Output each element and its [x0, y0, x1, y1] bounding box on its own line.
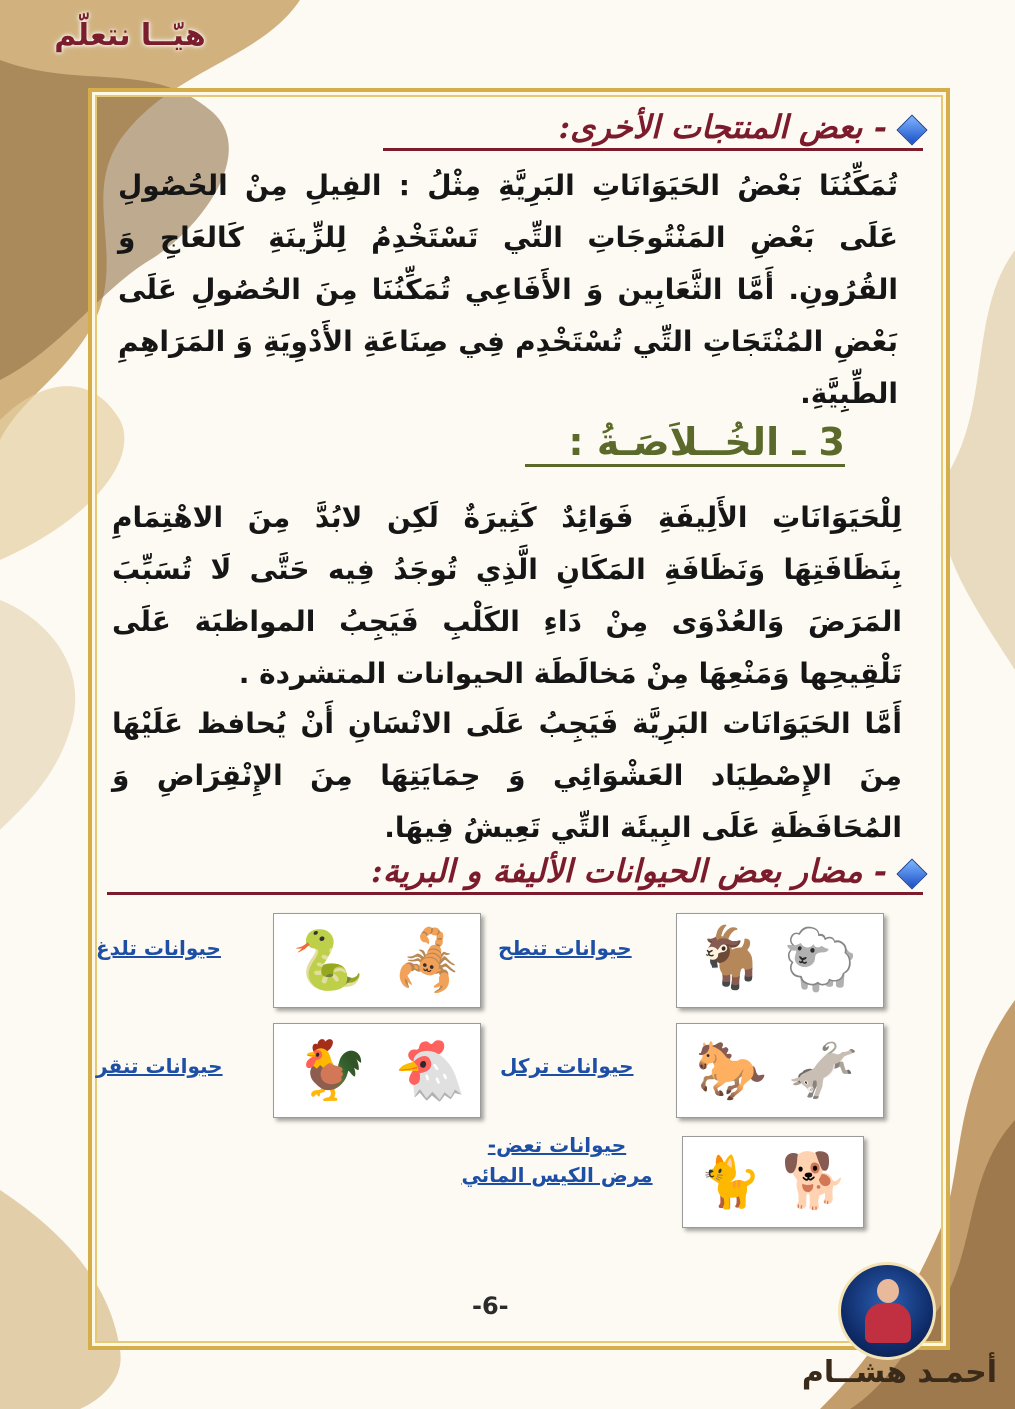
label-biting-line1: حيوانات تعض-: [487, 1133, 627, 1157]
section1-title-text: - بعض المنتجات الأخرى:: [558, 108, 887, 146]
section2-paragraph1: لِلْحَيَوَانَاتِ الأَلِيفَةِ فَوَائِدٌ كَثِيرَةٌ لَكِن لابُدَّ مِنَ الاهْتِمَامِ بِنَظَافَتِهَا وَنَظَافَةِ المَكَانِ الَّذِي تُوجَدُ فِيه حَتَّى لَا تُسَبِّبَ المَرَضَ وَالعُدْوَى مِنْ دَاءِ الكَلْبِ فَيَجِبُ المواظبَة عَلَى تَلْقِيحِها وَمَنْعِهَا مِنْ مَخالَطَة الحيوانات المتشردة .: [112, 501, 902, 690]
avatar-head: [877, 1279, 899, 1303]
label-stinging-animals: حيوانات تلدغ: [96, 936, 221, 960]
section2-paragraph2: أَمَّا الحَيَوَانَات البَرِيَّة فَيَجِبُ عَلَى الانْسَانِ أَنْ يُحافظ عَلَيْهَا مِنَ الإِصْطِيَاد العَشْوَائِي وَ حِمَايَتِهَا مِنَ الإِنْقِرَاضِ وَ المُحَافَظَةِ عَلَى البِيئَة التِّي تَعِيشُ فِيهَا.: [112, 707, 902, 844]
dog-image: 🐕: [781, 1149, 849, 1212]
diamond-bullet-icon: [896, 858, 927, 889]
snake-image: 🐍: [292, 926, 365, 994]
section2-title: 3 ـ الخُــلاَصَـةُ :: [525, 420, 845, 467]
label-kicking-animals: حيوانات تركل: [500, 1054, 634, 1078]
image-stinging-animals: [273, 913, 481, 1008]
label-pecking-animals: حيوانات تنقر: [96, 1054, 223, 1078]
section3-title: [107, 852, 923, 895]
diamond-bullet-icon: [896, 114, 927, 145]
section1-paragraph: تُمَكِّنُنَا بَعْضُ الحَيَوَانَاتِ البَرِيَّةِ مِثْلُ : الفِيلِ مِنْ الحُصُولِ عَلَى بَعْضِ المَنْتُوجَاتِ التِّي تَسْتَخْدِمُ لِلزِّينَةِ كَالعَاجِ وَ القُرُونِ. أَمَّا الثَّعَابِين وَ الأَفَاعِي تُمَكِّنُنَا مِنَ الحُصُولِ عَلَى بَعْضِ المُنْتَجَاتِ التِّي تُسْتَخْدِم فِي صِنَاعَةِ الأَدْوِيَةِ وَ المَرَاهِمِ الطِّبِيَّةِ.: [118, 169, 898, 410]
horse-image: 🐎: [695, 1036, 768, 1104]
section1-title: [383, 108, 923, 151]
goat-image: 🐐: [693, 923, 768, 993]
cat-image: 🐈: [699, 1153, 762, 1211]
brand-bottom: أحمـد هشــام: [801, 1355, 997, 1390]
image-butting-animals: [676, 913, 884, 1008]
label-biting-line2: مرض الكيس المائي: [461, 1163, 653, 1187]
label-biting-animals: [432, 1130, 682, 1190]
image-pecking-animals: [273, 1023, 481, 1118]
author-avatar: [838, 1262, 936, 1360]
image-kicking-animals: [676, 1023, 884, 1118]
section3-title-text: - مضار بعض الحيوانات الأليفة و البرية:: [370, 852, 887, 890]
rooster-image: 🐓: [296, 1036, 369, 1104]
scorpion-image: 🦂: [392, 926, 465, 994]
avatar-body: [865, 1303, 911, 1343]
brand-top: هيّــا نتعلّم: [54, 18, 206, 53]
label-butting-animals: حيوانات تنطح: [498, 936, 632, 960]
donkey-image: 🫏: [787, 1036, 860, 1104]
page-number: -6-: [472, 1292, 509, 1320]
sheep-image: 🐑: [783, 925, 858, 995]
image-biting-animals: [682, 1136, 864, 1228]
hen-image: 🐔: [394, 1036, 467, 1104]
